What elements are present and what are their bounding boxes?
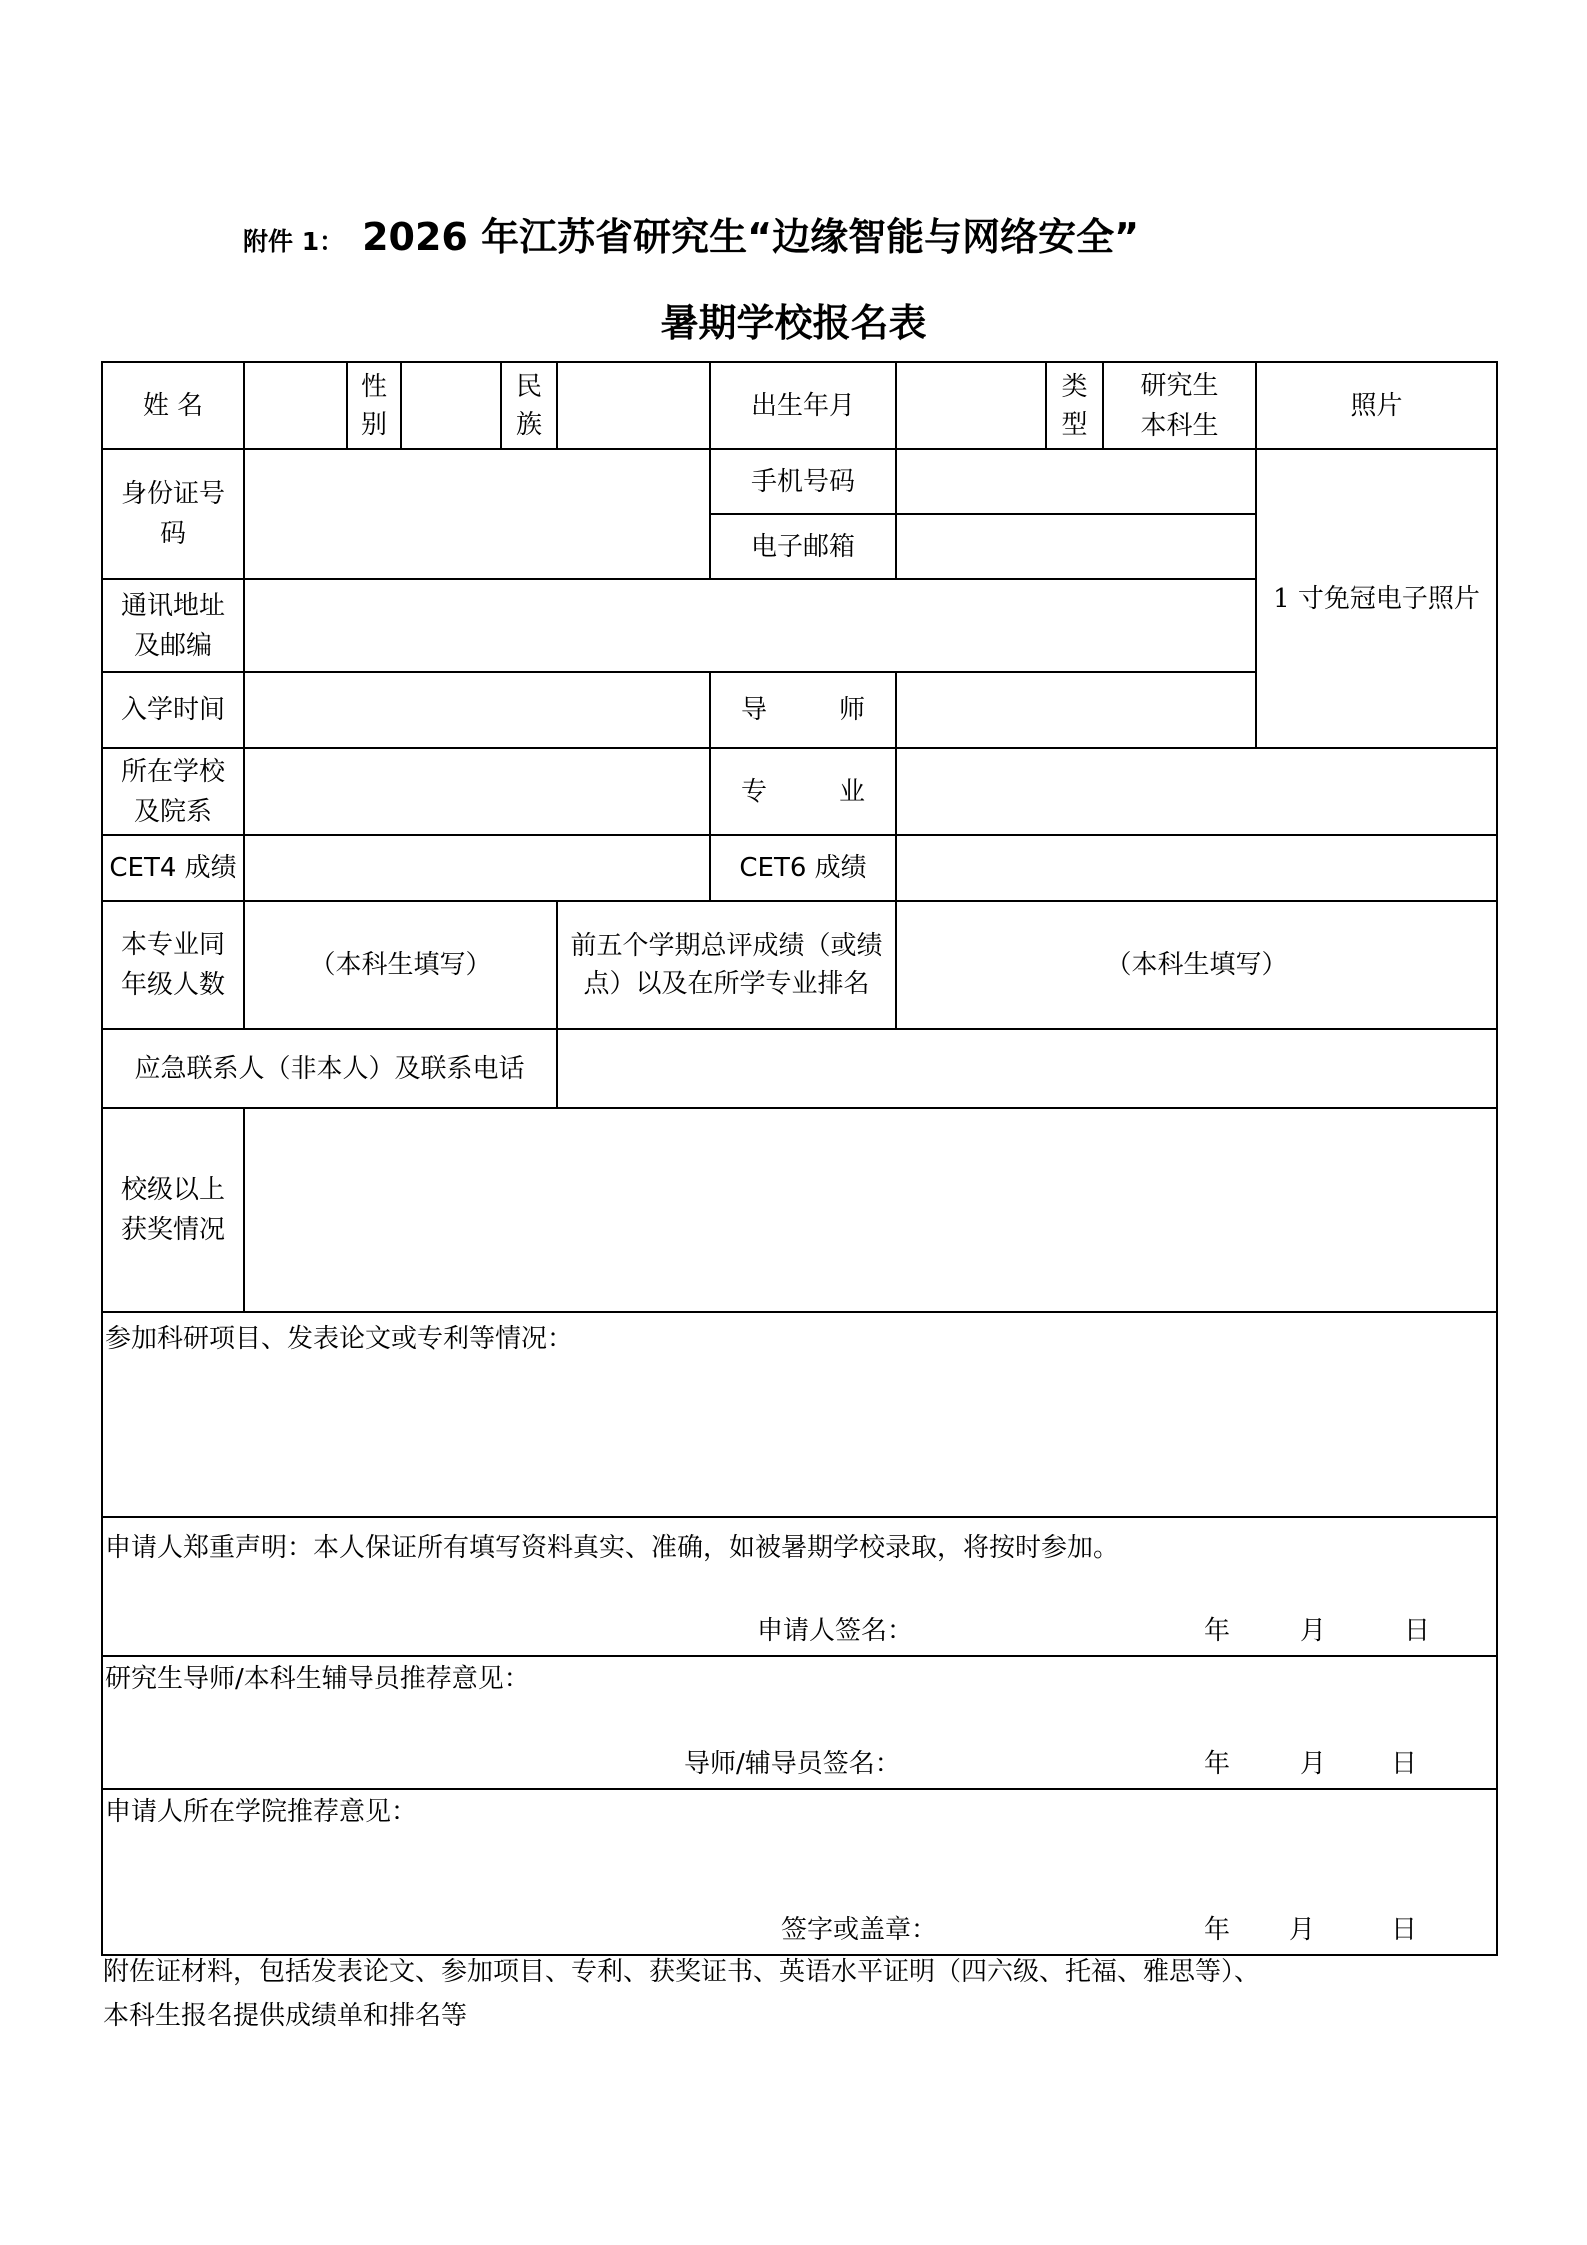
photo-note: 1 寸免冠电子照片 bbox=[1273, 583, 1480, 614]
applicant-date-month: 月 bbox=[1300, 1616, 1327, 1646]
label-classmates: 本专业同年级人数 bbox=[121, 930, 226, 1000]
field-supervisor[interactable] bbox=[896, 672, 1256, 748]
applicant-date-year: 年 bbox=[1204, 1616, 1231, 1646]
field-enroll-time[interactable] bbox=[244, 672, 710, 748]
label-email: 电子邮箱 bbox=[710, 514, 896, 579]
label-birth: 出生年月 bbox=[710, 362, 896, 449]
field-cet4[interactable] bbox=[244, 835, 710, 901]
field-school[interactable] bbox=[244, 748, 710, 835]
college-sign-label[interactable]: 签字或盖章： bbox=[781, 1915, 938, 1945]
type-option-undergrad: 本科生 bbox=[1140, 410, 1219, 441]
field-research[interactable] bbox=[102, 1312, 1497, 1517]
type-option-graduate: 研究生 bbox=[1140, 370, 1219, 401]
label-gpa-rank: 前五个学期总评成绩（或绩点）以及在所学专业排名 bbox=[557, 901, 896, 1029]
attachment-label: 附件 1： bbox=[243, 227, 345, 256]
title-line-2: 暑期学校报名表 bbox=[660, 301, 927, 345]
gpa-rank-hint: （本科生填写） bbox=[1105, 950, 1288, 980]
label-id-number: 身份证号码 bbox=[121, 479, 226, 549]
photo-box[interactable] bbox=[1256, 449, 1497, 748]
field-id-number[interactable] bbox=[244, 449, 710, 579]
title-line-1 bbox=[243, 206, 1139, 261]
label-phone: 手机号码 bbox=[710, 449, 896, 514]
declaration-block bbox=[102, 1517, 1497, 1656]
applicant-sign-label[interactable]: 申请人签名： bbox=[757, 1616, 914, 1646]
field-classmates[interactable] bbox=[244, 901, 557, 1029]
advisor-block[interactable] bbox=[102, 1656, 1497, 1789]
label-school: 所在学校及院系 bbox=[121, 756, 226, 827]
advisor-date-month: 月 bbox=[1300, 1749, 1327, 1779]
college-block[interactable] bbox=[102, 1789, 1497, 1955]
advisor-date-day: 日 bbox=[1391, 1749, 1418, 1779]
footer-note-2: 本科生报名提供成绩单和排名等 bbox=[103, 2001, 468, 2031]
label-awards: 校级以上获奖情况 bbox=[121, 1175, 226, 1245]
college-date-month: 月 bbox=[1289, 1915, 1316, 1945]
label-cet4: CET4 成绩 bbox=[102, 835, 244, 901]
advisor-date-year: 年 bbox=[1204, 1749, 1231, 1779]
label-name: 姓 名 bbox=[102, 362, 244, 449]
field-ethnicity[interactable] bbox=[557, 362, 710, 449]
field-gender[interactable] bbox=[401, 362, 501, 449]
registration-form bbox=[101, 361, 1498, 1956]
label-gender: 性别 bbox=[361, 371, 388, 440]
field-name[interactable] bbox=[244, 362, 347, 449]
label-cet6: CET6 成绩 bbox=[710, 835, 896, 901]
field-gpa-rank[interactable] bbox=[896, 901, 1497, 1029]
field-type[interactable] bbox=[1103, 362, 1256, 449]
label-research: 参加科研项目、发表论文或专利等情况： bbox=[105, 1324, 574, 1354]
footer-note-1: 附佐证材料，包括发表论文、参加项目、专利、获奖证书、英语水平证明（四六级、托福、雅思等）、 bbox=[103, 1957, 1261, 1987]
label-enroll-time: 入学时间 bbox=[102, 672, 244, 748]
applicant-date-day: 日 bbox=[1404, 1616, 1431, 1646]
label-ethnicity: 民族 bbox=[516, 371, 543, 440]
college-date-day: 日 bbox=[1391, 1915, 1418, 1945]
field-awards[interactable] bbox=[244, 1108, 1497, 1312]
advisor-opinion-label: 研究生导师/本科生辅导员推荐意见： bbox=[105, 1664, 530, 1694]
field-address[interactable] bbox=[244, 579, 1256, 672]
field-cet6[interactable] bbox=[896, 835, 1497, 901]
classmates-hint: （本科生填写） bbox=[309, 950, 492, 980]
field-major[interactable] bbox=[896, 748, 1497, 835]
label-address: 通讯地址及邮编 bbox=[121, 590, 226, 661]
label-type: 类型 bbox=[1061, 371, 1088, 440]
advisor-sign-label[interactable]: 导师/辅导员签名： bbox=[684, 1749, 901, 1779]
field-birth[interactable] bbox=[896, 362, 1046, 449]
field-emergency[interactable] bbox=[557, 1029, 1497, 1108]
declaration-text: 申请人郑重声明：本人保证所有填写资料真实、准确，如被暑期学校录取，将按时参加。 bbox=[105, 1533, 1120, 1563]
label-supervisor: 导 师 bbox=[741, 695, 865, 725]
college-opinion-label: 申请人所在学院推荐意见： bbox=[105, 1797, 418, 1827]
label-emergency: 应急联系人（非本人）及联系电话 bbox=[102, 1029, 557, 1108]
college-date-year: 年 bbox=[1204, 1915, 1231, 1945]
title-text: 2026 年江苏省研究生“边缘智能与网络安全” bbox=[362, 215, 1140, 259]
field-phone[interactable] bbox=[896, 449, 1256, 514]
field-email[interactable] bbox=[896, 514, 1256, 579]
label-major: 专 业 bbox=[741, 776, 865, 807]
label-photo: 照片 bbox=[1256, 362, 1497, 449]
